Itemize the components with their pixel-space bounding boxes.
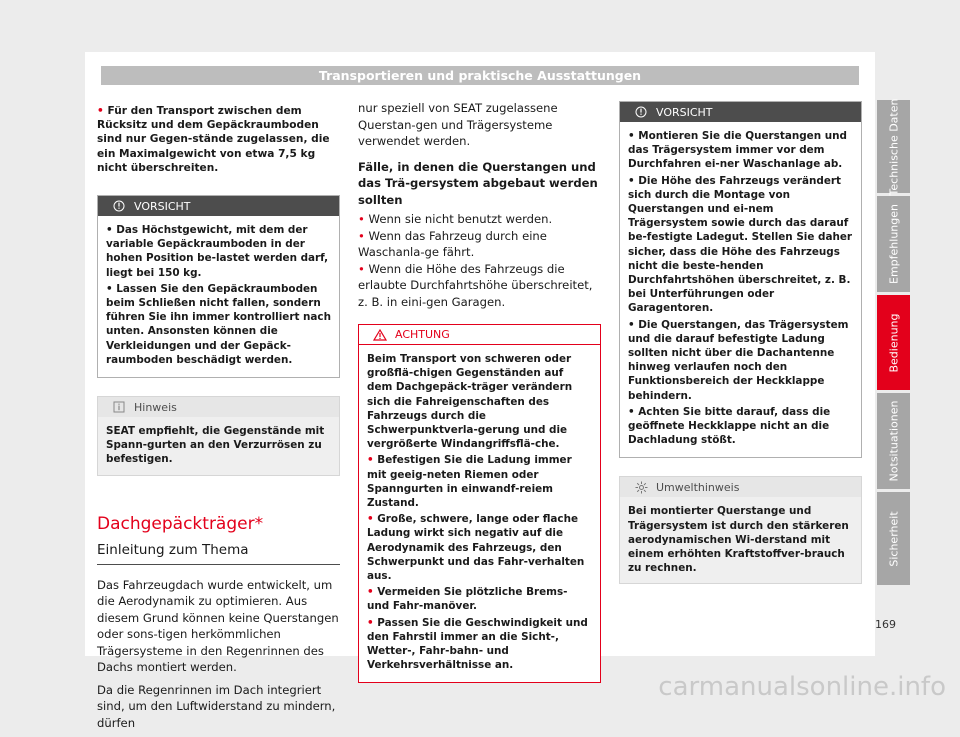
leaf-icon xyxy=(626,481,656,494)
list-item: • Befestigen Sie die Ladung immer mit geeig-neten Riemen oder Spanngurten in einwandf-reiem Zustand. xyxy=(367,454,572,510)
info-circle-icon xyxy=(626,106,656,118)
bullet-list xyxy=(358,211,601,310)
list-item: • Große, schwere, lange oder flache Ladung wirkt sich negativ auf die Aerodynamik des Fahrzeugs, den Schwerpunkt und das Fahr-verhalten aus. xyxy=(367,513,585,583)
list-item: • Wenn das Fahrzeug durch eine Waschanla-ge fährt. xyxy=(358,228,547,259)
continued-text: nur speziell von SEAT zugelassene Querstan-gen und Trägersysteme verwendet werden. xyxy=(358,101,558,148)
section-subtitle: Einleitung zum Thema xyxy=(97,542,340,565)
vorsicht-box-2 xyxy=(619,101,862,458)
paragraph: Das Fahrzeugdach wurde entwickelt, um die Aerodynamik zu optimieren. Aus diesem Grund können keine Querstangen oder sons-tigen herkömmlichen Trägersysteme in den Regenrinnen des Dachs montiert werden. xyxy=(97,577,339,675)
body-text xyxy=(97,577,340,732)
list-item: • Wenn die Höhe des Fahrzeugs die erlaubte Durchfahrtshöhe überschreitet, z. B. in eini-gen Garagen. xyxy=(358,261,593,309)
column-2 xyxy=(358,98,601,701)
list-item: • Lassen Sie den Gepäckraumboden beim Schließen nicht fallen, sondern führen Sie ihn immer kontrolliert nach unten. Ansonsten können die Verkleidungen und der Gepäck-raumboden beschädigt werden. xyxy=(106,282,331,366)
list-item: • Achten Sie bitte darauf, dass die geöffnete Heckklappe nicht an die Dachladung stößt. xyxy=(628,405,831,447)
paragraph: Da die Regenrinnen im Dach integriert sind, um den Luftwiderstand zu mindern, dürfen xyxy=(97,682,336,730)
achtung-intro: Beim Transport von schweren oder großflä-chigen Gegenständen auf dem Dachgepäck-träger verändern sich die Fahreigenschaften des Fahrzeugs durch die Schwerpunktverla-gerung und die vergrößerte Windangriffsflä-che. xyxy=(367,353,573,451)
hinweis-header xyxy=(98,397,339,417)
hinweis-body: SEAT empfiehlt, die Gegenstände mit Spann-gurten an den Verzurrösen zu befestigen. xyxy=(98,417,339,475)
list-item: • Wenn sie nicht benutzt werden. xyxy=(358,212,553,226)
vorsicht-label: VORSICHT xyxy=(134,199,191,213)
info-circle-icon xyxy=(104,200,134,212)
vorsicht-header xyxy=(98,196,339,216)
warning-triangle-icon xyxy=(365,329,395,341)
column-1 xyxy=(97,98,340,737)
list-item: • Das Höchstgewicht, mit dem der variable Gepäckraumboden in der hohen Position be-lastet werden darf, liegt bei 150 kg. xyxy=(106,224,329,279)
vorsicht-body xyxy=(620,122,861,457)
vorsicht-header xyxy=(620,102,861,122)
umwelt-box xyxy=(619,476,862,584)
bullet-dot: • xyxy=(97,105,104,117)
achtung-box xyxy=(358,324,601,683)
intro-bullet-text: Für den Transport zwischen dem Rücksitz und dem Gepäckraumboden sind nur Gegen-stände zugelassen, die ein Maximalgewicht von etwa 7,5 kg nicht überschreiten. xyxy=(97,105,330,174)
page-header: Transportieren und praktische Ausstattungen xyxy=(101,66,859,85)
tab-notsituationen[interactable]: Notsituationen xyxy=(877,393,910,489)
list-item: • Passen Sie die Geschwindigkeit und den Fahrstil immer an die Sicht-, Wetter-, Fahr-bahn- und Verkehrsverhältnisse an. xyxy=(367,616,588,672)
achtung-body xyxy=(359,345,600,682)
tab-technische-daten[interactable]: Technische Daten xyxy=(877,100,910,193)
column-3 xyxy=(619,101,862,602)
section-title: Dachgepäckträger* xyxy=(97,513,264,534)
info-square-icon xyxy=(104,401,134,413)
hinweis-label: Hinweis xyxy=(134,400,177,414)
vorsicht-box-1 xyxy=(97,195,340,378)
list-item: • Vermeiden Sie plötzliche Brems- und Fahr-manöver. xyxy=(367,586,568,613)
hinweis-box xyxy=(97,396,340,476)
umwelt-header xyxy=(620,477,861,497)
tab-empfehlungen[interactable]: Empfehlungen xyxy=(877,196,910,292)
list-item: • Die Querstangen, das Trägersystem und die darauf befestigte Ladung sollten nicht über die Dachantenne hinweg verlaufen noch den Funktionsbereich der Heckklappe behindern. xyxy=(628,318,849,402)
achtung-label: ACHTUNG xyxy=(395,328,450,341)
tab-bedienung[interactable]: Bedienung xyxy=(877,295,910,390)
page-number: 169 xyxy=(875,618,896,631)
vorsicht-label: VORSICHT xyxy=(656,105,713,119)
watermark: carmanualsonline.info xyxy=(658,672,946,702)
list-item: • Montieren Sie die Querstangen und das Trägersystem immer vor dem Durchfahren ei-ner Waschanlage ab. xyxy=(628,130,847,171)
side-tabs xyxy=(877,100,910,588)
subheading: Fälle, in denen die Querstangen und das Trä-gersystem abgebaut werden sollten xyxy=(358,159,598,207)
tab-sicherheit[interactable]: Sicherheit xyxy=(877,492,910,585)
umwelt-label: Umwelthinweis xyxy=(656,480,740,494)
vorsicht-body xyxy=(98,216,339,377)
intro-bullet xyxy=(97,104,340,175)
list-item: • Die Höhe des Fahrzeugs verändert sich durch die Montage von Querstangen und ei-nem Trägersystem sowie durch das darauf be-festigte Ladegut. Stellen Sie daher sicher, dass die Höhe des Fahrzeugs nicht die beste-henden Durchfahrtshöhen überschreitet, z. B. bei Unterführungen oder Garagentoren. xyxy=(628,174,853,315)
achtung-header xyxy=(359,325,600,345)
umwelt-body: Bei montierter Querstange und Trägersystem ist durch den stärkeren aerodynamischen Wi-derstand mit einem erhöhten Kraftstoffver-brauch zu rechnen. xyxy=(620,497,861,583)
